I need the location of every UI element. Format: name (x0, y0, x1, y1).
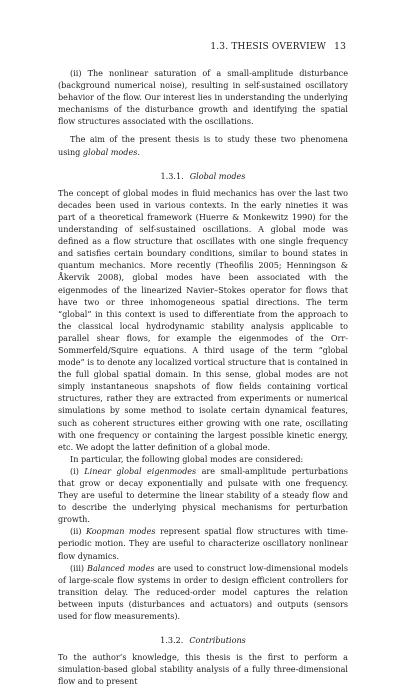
list-item-marker: (i) (70, 465, 85, 476)
running-header-section: 1.3. THESIS OVERVIEW (210, 42, 327, 52)
list-item-balanced-modes (58, 562, 348, 622)
section-number: 1.3.2. (160, 635, 184, 646)
page-number: 13 (334, 42, 346, 52)
section-title: Global modes (189, 170, 246, 181)
list-item-marker: (iii) (70, 562, 88, 573)
paragraph-aim-emphasis: global modes (82, 146, 138, 157)
list-item-text: represent spatial flow structures with time-periodic motion. They are useful to characterize oscillatory nonlinear flow dynamics. (58, 526, 349, 561)
list-item-koopman-modes (58, 525, 348, 561)
section-heading-global-modes (58, 170, 348, 182)
list-item-text: are small-amplitude perturbations that grow or decay exponentially and pulsate with one frequency. They are useful to determine the linear stability of a steady flow and to describe the underlying physical mechanisms for perturbation growth. (58, 465, 348, 525)
section-heading-contributions (58, 634, 348, 646)
paragraph-aim-text: The aim of the present thesis is to study these two phenomena using (58, 134, 348, 157)
section-title: Contributions (189, 635, 246, 646)
list-item-marker: (ii) (70, 526, 86, 537)
list-item-term: Balanced modes (87, 562, 155, 573)
list-item-linear-eigenmodes (58, 465, 348, 525)
list-item-text: are used to construct low-dimensional models of large-scale flow systems in order to design efficient controllers for transition delay. The reduced-order model captures the relation between inputs (disturbances and actuators) and outputs (sensors used for flow measurements). (58, 562, 349, 622)
running-header (210, 42, 346, 52)
body-text (58, 67, 348, 688)
paragraph-nonlinear-saturation: (ii) The nonlinear saturation of a small-amplitude disturbance (background numerical noise), resulting in self-sustained oscillatory behavior of the flow. Our interest lies in understanding the underlying mechanisms of the disturbance growth and identifying the spatial flow structures associated with the oscillations. (58, 68, 348, 127)
list-item-term: Koopman modes (85, 526, 156, 537)
list-item-term: Linear global eigenmodes (84, 465, 197, 476)
paragraph-aim-end: . (137, 146, 140, 157)
paragraph-global-modes-concept: The concept of global modes in fluid mechanics has over the last two decades been used in various contexts. In the early nineties it was part of a theoretical framework (Huerre & Monkewitz 1990) for the understanding of self-sustained oscillations. A global mode was defined as a flow structure that oscillates with one single frequency and satisfies certain boundary conditions, similar to bound states in quantum mechanics. More recently (Theofilis 2005; Henningson & Åkervik 2008), global modes have been associated with the eigenmodes of the linearized Navier–Stokes operator for flows that have two or three inhomogeneous spatial directions. The term “global” in this context is used to differentiate from the approach to the classical local hydrodynamic stability analysis applicable to parallel shear flows, for example the eigenmodes of the Orr-Sommerfeld/Squire equations. A third usage of the term “global mode” is to denote any localized vortical structure that is contained in the full global spatial domain. In this sense, global modes are not simply instantaneous snapshots of flow fields containing vortical structures, rather they are extracted from experiments or numerical simulations by some method to isolate certain dynamical features, such as coherent structures either growing with one rate, oscillating with one frequency or containing the largest possible kinetic energy, etc. We adopt the latter definition of a global mode. (58, 187, 348, 452)
paragraph-contributions: To the author’s knowledge, this thesis is the first to perform a simulation-based global stability analysis of a fully three-dimensional flow and to present (58, 652, 348, 687)
section-number: 1.3.1. (160, 170, 184, 181)
paragraph-aim (58, 133, 348, 157)
paragraph-considered: In particular, the following global modes are considered: (70, 453, 304, 464)
